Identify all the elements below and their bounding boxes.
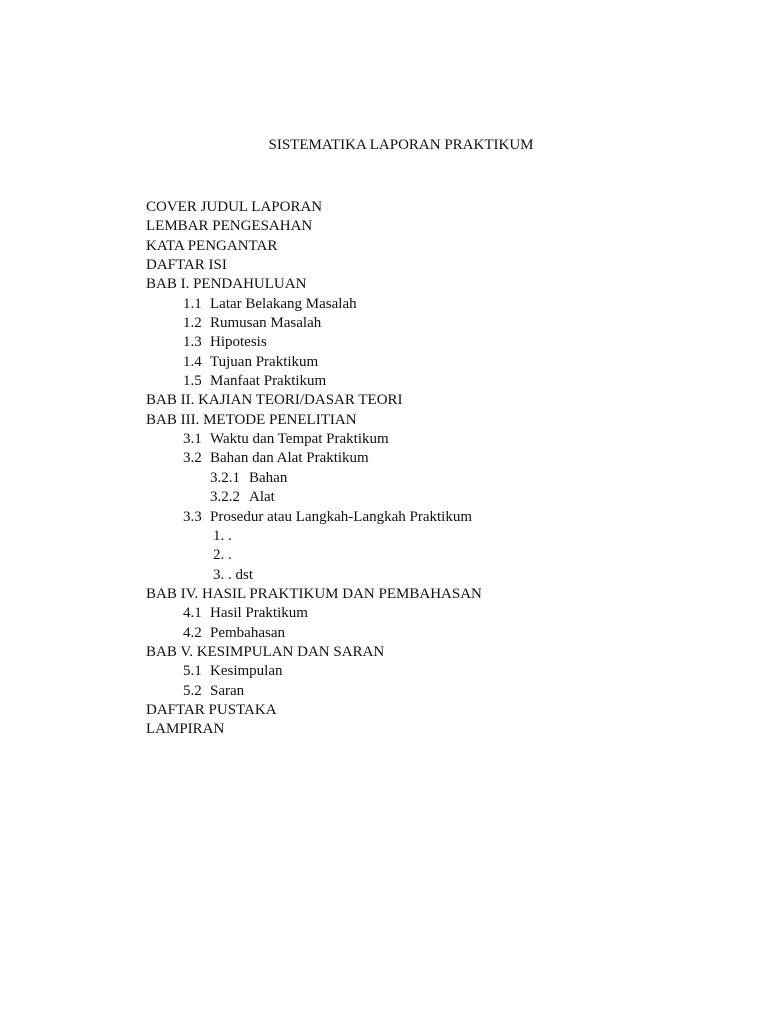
outline-subitem-4-2 [146, 624, 482, 643]
outline-subitem-label: Prosedur atau Langkah-Langkah Praktikum [210, 508, 473, 525]
outline-subitem-1-2 [146, 314, 482, 333]
outline-item-bab-4: BAB IV. HASIL PRAKTIKUM DAN PEMBAHASAN [146, 585, 482, 602]
outline-subitem-number: 1.3 [183, 334, 202, 351]
outline-item-bab-5: BAB V. KESIMPULAN DAN SARAN [146, 643, 385, 660]
document-title: SISTEMATIKA LAPORAN PRAKTIKUM [268, 137, 534, 153]
outline-subsubitem-label: Alat [249, 489, 275, 506]
outline-subitem-5-1 [146, 662, 482, 681]
outline-subitem-label: Hasil Praktikum [210, 605, 308, 622]
outline-step-2: 2. . [213, 547, 232, 564]
outline-item-bab-1: BAB I. PENDAHULUAN [146, 276, 307, 293]
outline-subitem-1-3 [146, 333, 482, 352]
outline-subitem-1-5 [146, 372, 482, 391]
outline-item-bab-3: BAB III. METODE PENELITIAN [146, 411, 357, 428]
outline-item-lampiran: LAMPIRAN [146, 721, 225, 738]
outline-subitem-number: 1.5 [183, 373, 202, 390]
outline-subitem-number: 3.2 [183, 450, 202, 467]
outline-item-cover: COVER JUDUL LAPORAN [146, 199, 323, 215]
outline-item-kata-pengantar: KATA PENGANTAR [146, 237, 278, 254]
outline-subitem-3-3 [146, 508, 482, 527]
outline-subitem-number: 1.4 [183, 353, 202, 370]
outline-subitem-label: Manfaat Praktikum [210, 373, 327, 390]
outline-subitem-3-1 [146, 430, 482, 449]
outline-step-1: 1. . [213, 527, 232, 544]
outline-subitem-5-2 [146, 682, 482, 701]
outline-subitem-label: Hipotesis [210, 334, 267, 351]
outline-subitem-number: 1.1 [183, 295, 202, 312]
outline-subsubitem-number: 3.2.2 [210, 489, 240, 506]
outline-subitem-label: Latar Belakang Masalah [210, 295, 357, 312]
outline-subitem-number: 5.1 [183, 663, 202, 680]
outline-subitem-number: 4.2 [183, 624, 202, 641]
outline-subitem-label: Kesimpulan [210, 663, 283, 680]
outline-subsubitem-3-2-2 [146, 488, 482, 507]
outline-subitem-label: Pembahasan [210, 624, 285, 641]
outline-subitem-label: Tujuan Praktikum [210, 353, 319, 370]
outline-subitem-label: Saran [210, 682, 245, 699]
outline-subitem-number: 3.1 [183, 431, 202, 448]
outline-item-daftar-isi: DAFTAR ISI [146, 257, 227, 274]
outline-subitem-label: Bahan dan Alat Praktikum [210, 450, 369, 467]
outline-item-lembar-pengesahan: LEMBAR PENGESAHAN [146, 218, 313, 235]
outline-subsubitem-number: 3.2.1 [210, 469, 240, 486]
outline-subitem-number: 3.3 [183, 508, 202, 525]
outline-subitem-3-2 [146, 449, 482, 468]
outline-subitem-number: 1.2 [183, 315, 202, 332]
outline-item-daftar-pustaka: DAFTAR PUSTAKA [146, 701, 277, 718]
outline-list [146, 198, 482, 740]
outline-subitem-number: 5.2 [183, 682, 202, 699]
outline-subitem-number: 4.1 [183, 605, 202, 622]
outline-subitem-1-4 [146, 353, 482, 372]
outline-subitem-label: Rumusan Masalah [210, 315, 322, 332]
outline-step-3: 3. . dst [213, 566, 254, 583]
outline-item-bab-2: BAB II. KAJIAN TEORI/DASAR TEORI [146, 392, 403, 409]
outline-subsubitem-3-2-1 [146, 469, 482, 488]
outline-subsubitem-label: Bahan [249, 469, 288, 486]
outline-subitem-label: Waktu dan Tempat Praktikum [210, 431, 389, 448]
outline-subitem-4-1 [146, 604, 482, 623]
outline-subitem-1-1 [146, 295, 482, 314]
